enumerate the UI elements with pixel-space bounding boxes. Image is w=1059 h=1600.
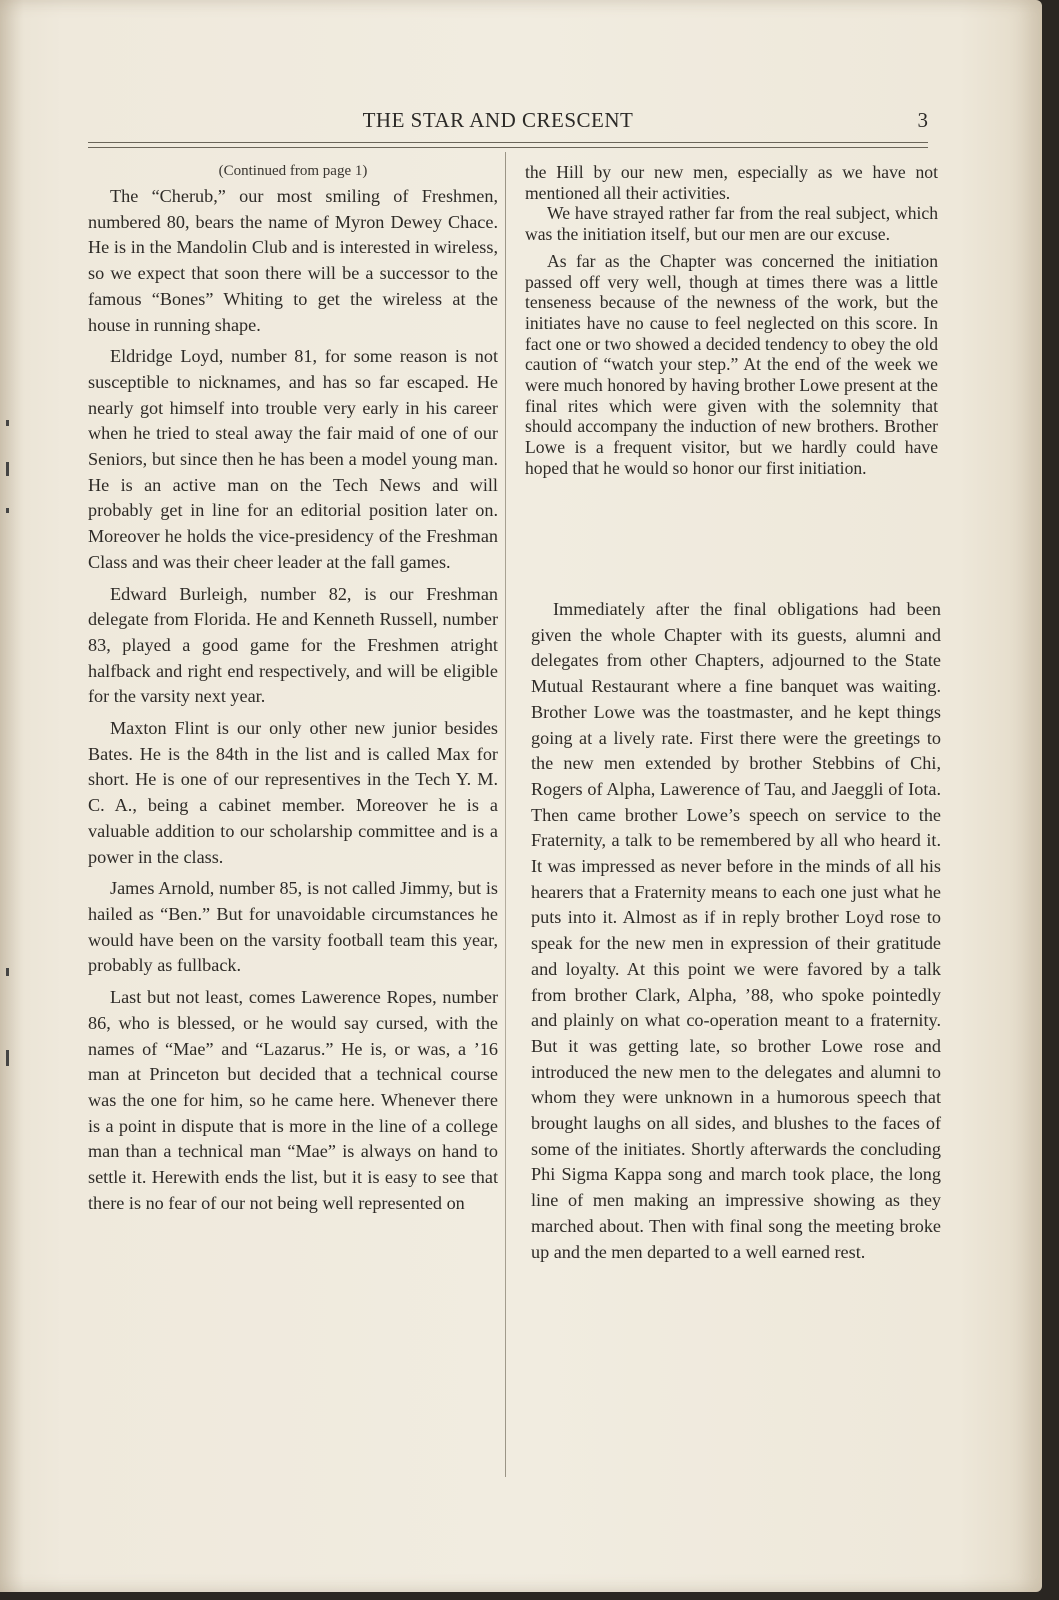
paragraph: As far as the Chapter was concerned the initiation passed off very well, though at times there was a little tenseness because of the newness of the work, but the initiates have no cause to feel neglected on this score. In fact one or two showed a decided tendency to obey the old caution of “watch your step.” At the end of the week we were much honored by having brother Lowe present at the final rites which were given with the solemnity that should accompany the induction of new brothers. Brother Lowe is a frequent visitor, but we hardly could have hoped that he would so honor our first initiation. [525, 250, 938, 478]
paragraph: We have strayed rather far from the real subject, which was the initiation itself, but our men are our excuse. [525, 203, 938, 245]
header-rule [88, 147, 928, 148]
paragraph: Edward Burleigh, number 82, is our Freshman delegate from Florida. He and Kenneth Russell, number 83, played a good game for the Freshmen atright halfback and right end respectively, and will be eligible for the varsity next year. [88, 583, 498, 707]
page-number: 3 [917, 108, 928, 132]
page-spine-shadow [0, 0, 24, 1592]
binding-mark [6, 462, 9, 476]
paragraph: James Arnold, number 85, is not called Jimmy, but is hailed as “Ben.” But for unavoidable circumstances he would have been on the varsity football team this year, probably as fullback. [88, 878, 498, 976]
right-column-bottom [531, 597, 941, 1265]
right-column-top [525, 162, 938, 479]
binding-mark [6, 968, 9, 976]
paragraph-continuation: the Hill by our new men, especially as we have not mentioned all their activities. [525, 162, 938, 203]
running-header [88, 108, 928, 138]
publication-title: THE STAR AND CRESCENT [362, 108, 634, 132]
header-rule [88, 142, 928, 143]
paragraph: Eldridge Loyd, number 81, for some reason is not susceptible to nicknames, and has so far escaped. He nearly got himself into trouble very early in his career when he tried to steal away the fair maid of one of our Seniors, but since then he has been a model young man. He is an active man on the Tech News and will probably get in line for an editorial position later on. Moreover he holds the vice-presidency of the Freshman Class and was their cheer leader at the fall games. [88, 346, 498, 572]
paragraph: The “Cherub,” our most smiling of Freshmen, numbered 80, bears the name of Myron Dewey Chace. He is in the Mandolin Club and is interested in wireless, so we expect that soon there will be a successor to the famous “Bones” Whiting to get the wireless at the house in running shape. [88, 186, 498, 335]
column-divider [505, 152, 506, 1477]
paragraph: Last but not least, comes Lawerence Ropes, number 86, who is blessed, or he would say cursed, with the names of “Mae” and “Lazarus.” He is, or was, a ’16 man at Princeton but decided that a technical course was the one for him, so he came here. Whenever there is a point in dispute that is more in the line of a college man than a technical man “Mae” is always on hand to settle it. Herewith ends the list, but it is easy to see that there is no fear of our not being well represented on [88, 987, 498, 1213]
paragraph: Maxton Flint is our only other new junior besides Bates. He is the 84th in the list and is called Max for short. He is one of our representives in the Tech Y. M. C. A., being a cabinet member. Moreover he is a valuable addition to our scholarship committee and is a power in the class. [88, 718, 498, 867]
binding-mark [6, 508, 9, 513]
left-column [88, 162, 498, 1216]
continued-note: (Continued from page 1) [218, 163, 368, 179]
binding-mark [6, 1050, 9, 1066]
binding-mark [6, 420, 9, 426]
paragraph: Immediately after the final obligations had been given the whole Chapter with its guests, alumni and delegates from other Chapters, adjourned to the State Mutual Restaurant where a fine banquet was waiting. Brother Lowe was the toastmaster, and he kept things going at a lively rate. First there were the greetings to the new men extended by brother Stebbins of Chi, Rogers of Alpha, Lawerence of Tau, and Jaeggli of Iota. Then came brother Lowe’s speech on service to the Fraternity, a talk to be remembered by all who heard it. It was impressed as never before in the minds of all his hearers that a Fraternity means to each one just what he puts into it. Almost as if in reply brother Loyd rose to speak for the new men in expression of their gratitude and loyalty. At this point we were favored by a talk from brother Clark, Alpha, ’88, who spoke pointedly and plainly on what co-operation meant to a fraternity. But it was getting late, so brother Lowe rose and introduced the new men to the delegates and alumni to whom they were unknown in a humorous speech that brought laughs on all sides, and blushes to the faces of some of the initiates. Shortly afterwards the concluding Phi Sigma Kappa song and march took place, the long line of men making an impressive showing as they marched about. Then with final song the meeting broke up and the men departed to a well earned rest. [531, 599, 941, 1262]
